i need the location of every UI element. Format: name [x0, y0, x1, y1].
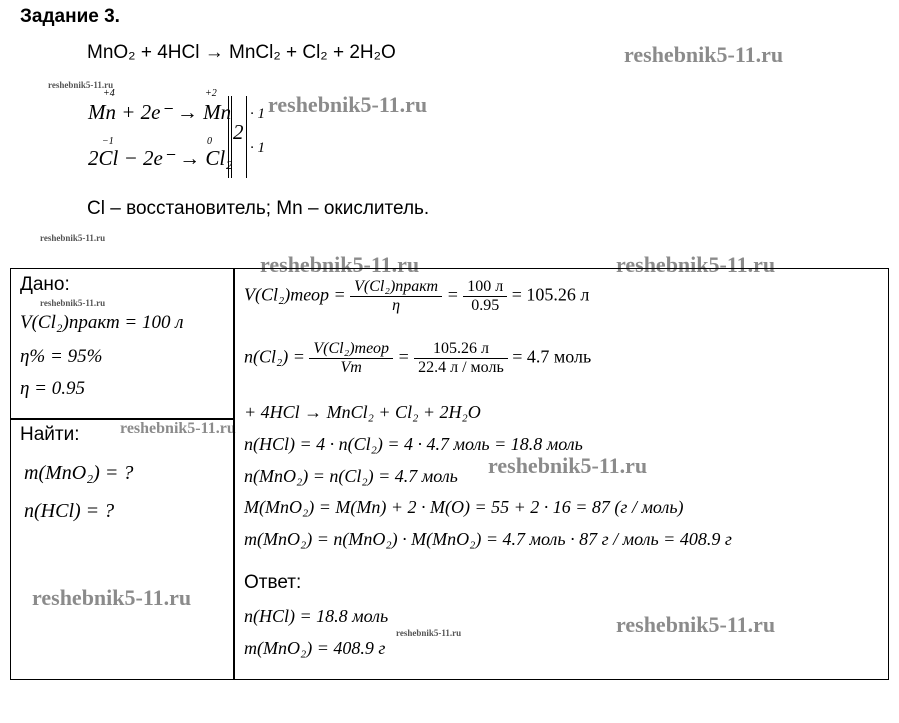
find-amount-hcl: n(HCl) = ? — [24, 500, 115, 522]
answer-label: Ответ: — [244, 572, 302, 593]
redox-divider — [246, 96, 247, 178]
solution-term: V(Cl₂)теор = — [244, 284, 346, 305]
watermark-small: reshebnik5-11.ru — [396, 628, 462, 638]
redox-coefficient: · 1 — [250, 106, 265, 122]
fraction — [414, 340, 508, 377]
fraction-numerator: V(Cl₂)теор — [309, 340, 393, 359]
equals: = — [446, 284, 459, 305]
solution-reaction: + 4HCl → MnCl₂ + Cl₂ + 2H₂O — [244, 402, 481, 422]
redox-coefficient: · 1 — [250, 140, 265, 156]
fraction-numerator: 105.26 л — [414, 340, 508, 359]
fraction-numerator: V(Cl₂)практ — [350, 278, 442, 297]
fraction — [309, 340, 393, 377]
watermark: reshebnik5-11.ru — [32, 585, 192, 610]
reaction-equation: MnO₂ + 4HCl → MnCl₂ + Cl₂ + 2H₂O — [87, 42, 396, 63]
fraction — [463, 278, 507, 315]
fraction — [350, 278, 442, 315]
oxidation-state: +2 — [205, 88, 217, 99]
watermark-small: reshebnik5-11.ru — [40, 298, 106, 308]
find-mass-mno2: m(MnO₂) = ? — [24, 462, 134, 484]
watermark-small: reshebnik5-11.ru — [40, 233, 106, 243]
answer-mass-mno2: m(MnO₂) = 408.9 г — [244, 638, 386, 658]
given-label: Дано: — [20, 274, 70, 295]
solution-molar-mass: M(MnO₂) = M(Mn) + 2 · M(O) = 55 + 2 · 16 = 87 (г / моль) — [244, 497, 684, 517]
solution-result: = 105.26 л — [511, 284, 590, 305]
half-reaction-mn: Mn + 2e⁻ → Mn — [88, 100, 232, 124]
redox-divider — [228, 96, 232, 178]
find-box — [10, 418, 235, 680]
equals: = — [397, 346, 410, 367]
solution-amount-cl2 — [244, 340, 591, 377]
watermark: reshebnik5-11.ru — [624, 42, 784, 67]
oxidation-state: −1 — [102, 136, 114, 147]
given-yield: η = 0.95 — [20, 378, 85, 399]
watermark: reshebnik5-11.ru — [616, 252, 776, 277]
answer-amount-hcl: n(HCl) = 18.8 моль — [244, 606, 389, 626]
watermark: reshebnik5-11.ru — [268, 92, 428, 117]
fraction-denominator: Vm — [340, 359, 362, 376]
watermark-small: reshebnik5-11.ru — [48, 80, 114, 90]
given-yield-percent: η% = 95% — [20, 346, 103, 367]
watermark: reshebnik5-11.ru — [488, 453, 648, 478]
solution-volume-theoretical — [244, 278, 589, 315]
redox-lcm: 2 — [233, 120, 244, 144]
redox-conclusion: Cl – восстановитель; Mn – окислитель. — [87, 198, 430, 219]
fraction-numerator: 100 л — [463, 278, 507, 297]
given-volume: V(Cl₂)практ = 100 л — [20, 312, 184, 333]
task-title: Задание 3. — [20, 6, 120, 27]
half-reaction-cl: 2Cl − 2e⁻ → Cl₂ — [88, 146, 233, 170]
watermark: reshebnik5-11.ru — [616, 612, 776, 637]
fraction-denominator: 22.4 л / моль — [418, 359, 504, 376]
oxidation-state: +4 — [103, 88, 115, 99]
fraction-denominator: η — [392, 297, 401, 314]
solution-term: n(Cl₂) = — [244, 346, 305, 367]
solution-result: = 4.7 моль — [512, 346, 592, 367]
fraction-denominator: 0.95 — [471, 297, 500, 314]
find-label: Найти: — [20, 424, 80, 445]
watermark: reshebnik5-11.ru — [120, 420, 236, 437]
watermark: reshebnik5-11.ru — [260, 252, 420, 277]
oxidation-state: 0 — [207, 136, 212, 147]
solution-amount-mno2: n(MnO₂) = n(Cl₂) = 4.7 моль — [244, 466, 458, 486]
solution-mass-mno2: m(MnO₂) = n(MnO₂) · M(MnO₂) = 4.7 моль · 87 г / моль = 408.9 г — [244, 529, 732, 549]
solution-amount-hcl: n(HCl) = 4 · n(Cl₂) = 4 · 4.7 моль = 18.8 моль — [244, 434, 583, 454]
